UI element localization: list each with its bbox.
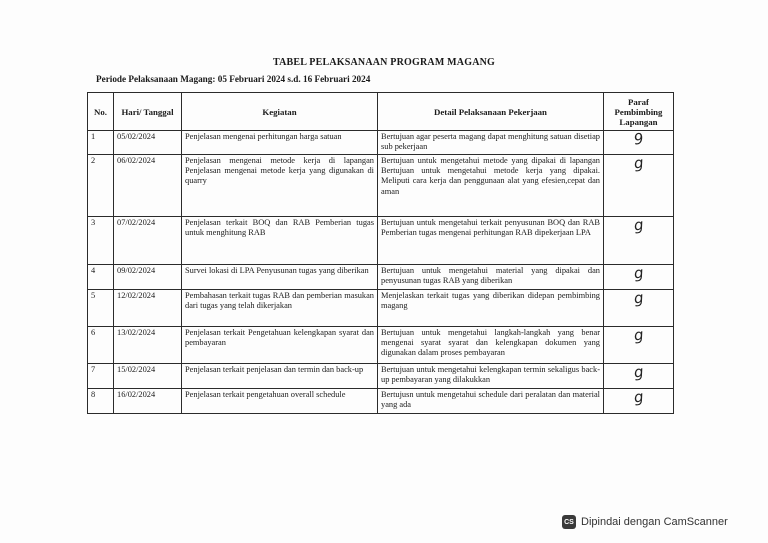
row-no: 6 (88, 327, 114, 364)
row-detail: Bertujusn untuk mengetahui schedule dari peralatan dan material yang ada (378, 389, 604, 414)
row-activity: Penjelasan terkait penjelasan dan termin dan back-up (182, 364, 378, 389)
row-detail: Menjelaskan terkait tugas yang diberikan didepan pembimbing magang (378, 290, 604, 327)
signature-mark: g (632, 153, 645, 173)
signature-mark: g (632, 387, 645, 407)
table-row (88, 131, 674, 155)
table-row (88, 265, 674, 290)
row-date: 05/02/2024 (114, 131, 182, 155)
table-row (88, 155, 674, 217)
row-date: 09/02/2024 (114, 265, 182, 290)
signature-mark: g (632, 325, 645, 345)
row-no: 5 (88, 290, 114, 327)
row-signature (604, 155, 674, 217)
camscanner-logo-icon: CS (562, 515, 576, 529)
row-detail: Bertujuan untuk mengetahui kelengkapan termin sekaligus back-up pembayaran yang dilakukkan (378, 364, 604, 389)
row-no: 4 (88, 265, 114, 290)
camscanner-watermark (562, 512, 728, 532)
row-detail: Bertujuan untuk mengetahui terkait penyusunan BOQ dan RAB Pemberian tugas mengenai perhitungan RAB dipekerjaan LPA (378, 217, 604, 265)
row-signature (604, 131, 674, 155)
row-activity: Pembahasan terkait tugas RAB dan pemberian masukan dari tugas yang telah dikerjakan (182, 290, 378, 327)
signature-mark: g (632, 263, 645, 283)
camscanner-text: Dipindai dengan CamScanner (581, 516, 728, 528)
row-detail: Bertujuan untuk mengetahui langkah-langkah yang benar mengenai syarat syarat dan kelengkapan dokumen yang digunakan dalam proses pembayaran (378, 327, 604, 364)
row-activity: Penjelasan mengenai perhitungan harga satuan (182, 131, 378, 155)
row-activity: Survei lokasi di LPA Penyusunan tugas yang diberikan (182, 265, 378, 290)
signature-mark: g (632, 362, 645, 382)
row-date: 06/02/2024 (114, 155, 182, 217)
header-detail: Detail Pelaksanaan Pekerjaan (378, 93, 604, 131)
table-row (88, 217, 674, 265)
row-no: 8 (88, 389, 114, 414)
header-date: Hari/ Tanggal (114, 93, 182, 131)
internship-period: Periode Pelaksanaan Magang: 05 Februari 2024 s.d. 16 Februari 2024 (96, 74, 371, 84)
row-activity: Penjelasan terkait Pengetahuan kelengkapan syarat dan pembayaran (182, 327, 378, 364)
internship-activity-table (87, 92, 674, 414)
row-signature (604, 327, 674, 364)
row-date: 13/02/2024 (114, 327, 182, 364)
row-signature (604, 290, 674, 327)
signature-mark: 9 (632, 129, 645, 149)
row-no: 7 (88, 364, 114, 389)
row-signature (604, 364, 674, 389)
signature-mark: g (632, 288, 645, 308)
signature-mark: g (632, 215, 645, 235)
row-detail: Bertujuan untuk mengetahui metode yang dipakai di lapangan Bertujuan untuk mengetahui metode kerja yang dipakai. Meliputi cara kerja dan penggunaan alat yang efesien,cepat dan aman (378, 155, 604, 217)
table-row (88, 327, 674, 364)
row-activity: Penjelasan mengenai metode kerja di lapangan Penjelasan mengenai metode kerja yang digunakan di quarry (182, 155, 378, 217)
row-date: 16/02/2024 (114, 389, 182, 414)
table-header-row (88, 93, 674, 131)
document-title: TABEL PELAKSANAAN PROGRAM MAGANG (272, 57, 496, 68)
row-signature (604, 265, 674, 290)
row-signature (604, 389, 674, 414)
row-activity: Penjelasan terkait BOQ dan RAB Pemberian tugas untuk menghitung RAB (182, 217, 378, 265)
row-signature (604, 217, 674, 265)
header-no: No. (88, 93, 114, 131)
table-row (88, 290, 674, 327)
row-detail: Bertujuan untuk mengetahui material yang dipakai dan penyusunan tugas RAB yang diberikan (378, 265, 604, 290)
header-signature: Paraf Pembimbing Lapangan (604, 93, 674, 131)
row-date: 12/02/2024 (114, 290, 182, 327)
row-detail: Bertujuan agar peserta magang dapat menghitung satuan disetiap sub pekerjaan (378, 131, 604, 155)
row-date: 07/02/2024 (114, 217, 182, 265)
row-no: 1 (88, 131, 114, 155)
header-activity: Kegiatan (182, 93, 378, 131)
table-row (88, 364, 674, 389)
row-activity: Penjelasan terkait pengetahuan overall schedule (182, 389, 378, 414)
row-no: 2 (88, 155, 114, 217)
row-no: 3 (88, 217, 114, 265)
table-row (88, 389, 674, 414)
row-date: 15/02/2024 (114, 364, 182, 389)
